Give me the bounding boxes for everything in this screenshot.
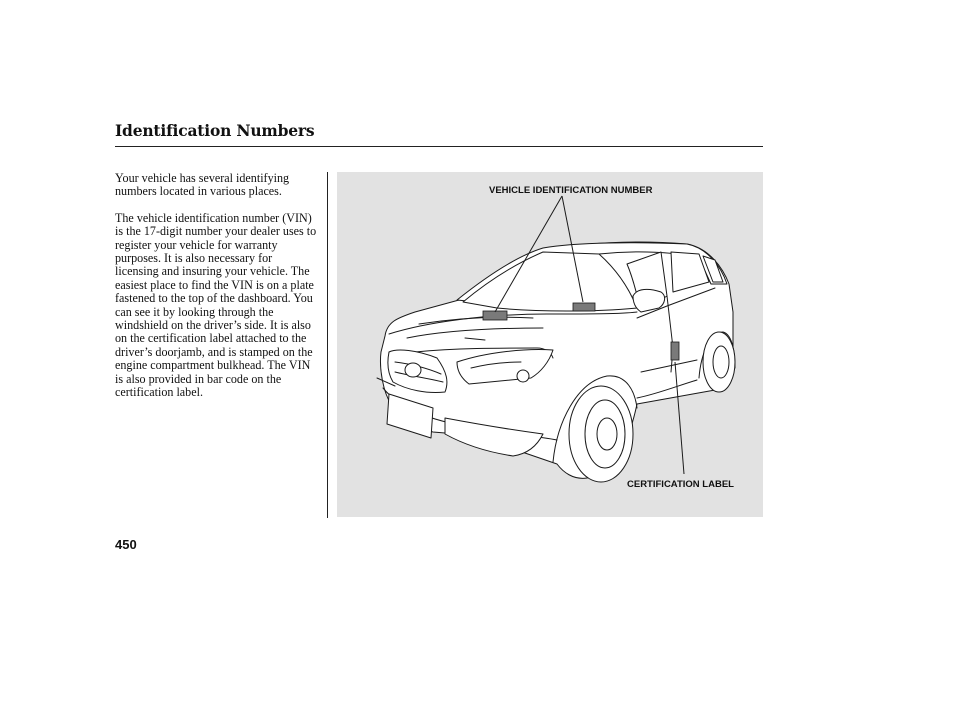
rear-wheel <box>703 332 735 392</box>
paragraph-vin: The vehicle identification number (VIN) is the 17-digit number your dealer uses to register your vehicle for warranty purposes. It is also necessary for licensing and insuring your vehicle. The easiest place to find the VIN is on a plate fastened to the top of the dashboard. You can see it by looking through the windshield on the driver’s side. It is also on the certification label attached to the driver’s doorjamb, and is stamped on the engine compartment bulkhead. The VIN is also provided in bar code on the certification label. <box>115 210 317 400</box>
emblem <box>405 363 421 377</box>
paragraph-intro: Your vehicle has several identifying numbers located in various places. <box>115 171 290 199</box>
engine-bulkhead-marker <box>483 311 507 320</box>
certification-label-marker <box>671 342 679 360</box>
page-title: Identification Numbers <box>115 121 315 140</box>
vin-plate-marker <box>573 303 595 311</box>
body-text <box>115 172 318 413</box>
vin-callout: VEHICLE IDENTIFICATION NUMBER <box>489 185 653 196</box>
certification-callout: CERTIFICATION LABEL <box>627 479 734 490</box>
column-divider <box>327 172 328 518</box>
title-divider <box>115 146 763 147</box>
page-number: 450 <box>115 537 137 552</box>
suv-drawing <box>337 172 763 517</box>
vehicle-illustration <box>337 172 763 517</box>
